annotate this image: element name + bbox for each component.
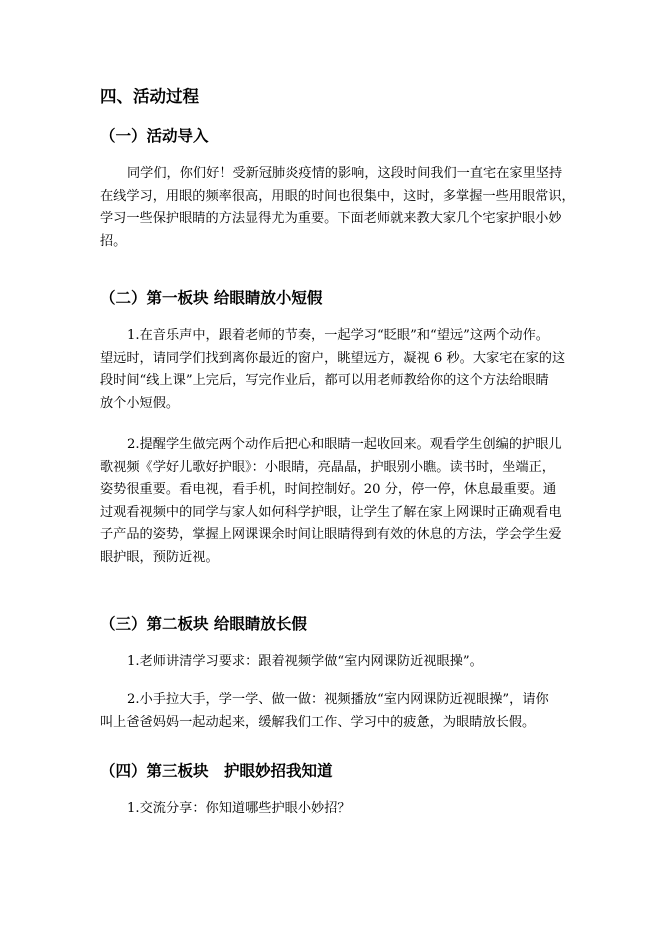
paragraph-line: 2.小手拉大手，学一学、做一做：视频播放“室内网课防近视眼操”，请你: [127, 692, 549, 707]
paragraph-line: 叫上爸爸妈妈一起动起来，缓解我们工作、学习中的疲惫，为眼睛放长假。: [100, 714, 536, 730]
paragraph-line: 眼护眼，预防近视。: [100, 549, 219, 565]
paragraph-line: 段时间“线上课”上完后，写完作业后，都可以用老师教给你的这个方法给眼睛: [100, 373, 549, 388]
paragraph-block-two-item-1: [100, 651, 562, 674]
paragraph-block-two-item-2: [100, 689, 562, 734]
paragraph-line: 在线学习，用眼的频率很高，用眼的时间也很集中，这时，多掌握一些用眼常识，: [100, 188, 575, 204]
heading-activity-intro: （一）活动导入: [100, 127, 209, 145]
heading-block-one: （二）第一板块 给眼睛放小短假: [100, 289, 323, 307]
paragraph-line: 过观看视频中的同学与家人如何科学护眼，让学生了解在家上网课时正确观看电: [100, 504, 562, 520]
paragraph-block-one-item-2: [100, 434, 562, 569]
paragraph-line: 1.在音乐声中，跟着老师的节奏，一起学习“眨眼”和“望远”这两个动作。: [127, 328, 549, 343]
paragraph-line: 学习一些保护眼睛的方法显得尤为重要。下面老师就来教大家几个宅家护眼小妙: [100, 211, 562, 226]
paragraph-line: 招。: [100, 233, 127, 249]
heading-block-three: （四）第三板块 护眼妙招我知道: [100, 762, 333, 780]
paragraph-line: 姿势很重要。看电视，看手机，时间控制好。20 分，停一停，休息最重要。通: [100, 482, 557, 497]
paragraph-line: 歌视频《学好儿歌好护眼》：小眼睛，亮晶晶，护眼别小瞧。读书时，坐端正，: [100, 459, 555, 475]
paragraph-intro: [100, 163, 575, 253]
paragraph-block-one-item-1: [100, 325, 566, 415]
paragraph-line: 2.提醒学生做完两个动作后把心和眼睛一起收回来。观看学生创编的护眼儿: [127, 437, 562, 452]
heading-block-two: （三）第二板块 给眼睛放长假: [100, 615, 307, 633]
paragraph-line: 放个小短假。: [100, 395, 180, 411]
paragraph-line: 同学们，你们好！受新冠肺炎疫情的影响，这段时间我们一直宅在家里坚持: [127, 166, 563, 181]
paragraph-line: 1.交流分享：你知道哪些护眼小妙招？: [127, 801, 351, 816]
paragraph-block-three-item-1: [100, 798, 562, 821]
paragraph-line: 1.老师讲清学习要求：跟着视频学做“室内网课防近视眼操”。: [127, 654, 483, 669]
paragraph-line: 望远时，请同学们找到离你最近的窗户，眺望远方，凝视 6 秒。大家宅在家的这: [100, 350, 566, 366]
section-title: 四、活动过程: [100, 87, 199, 106]
paragraph-line: 子产品的姿势，掌握上网课课余时间让眼睛得到有效的休息的方法，学会学生爱: [100, 527, 562, 542]
